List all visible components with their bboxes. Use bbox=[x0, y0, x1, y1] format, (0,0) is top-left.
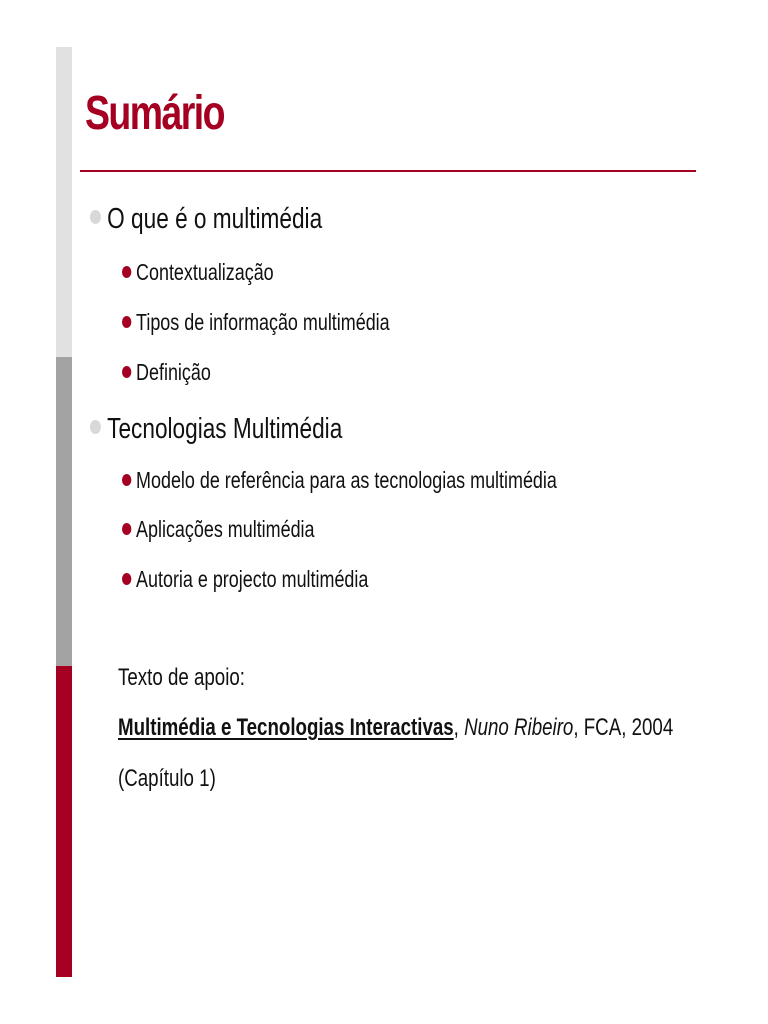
sub-bullet-label: Autoria e projecto multimédia bbox=[136, 566, 369, 592]
circle-bullet-icon bbox=[122, 366, 131, 378]
circle-bullet-icon bbox=[122, 316, 131, 328]
circle-bullet-icon bbox=[122, 474, 131, 486]
reference-heading: Texto de apoio: bbox=[118, 664, 245, 691]
sub-bullet-label: Aplicações multimédia bbox=[136, 516, 315, 542]
circle-bullet-icon bbox=[90, 420, 101, 434]
sub-bullet bbox=[122, 568, 368, 591]
sub-bullet bbox=[122, 518, 315, 541]
sub-bullet-label: Tipos de informação multimédia bbox=[136, 309, 390, 335]
bullet-section-2 bbox=[90, 415, 342, 444]
publisher-year: , FCA, 2004 bbox=[573, 714, 674, 741]
slide-title: Sumário bbox=[85, 87, 224, 140]
circle-bullet-icon bbox=[122, 573, 131, 585]
sidebar-segment-red bbox=[56, 666, 72, 977]
sub-bullet bbox=[122, 469, 557, 492]
citation-separator: , bbox=[453, 714, 465, 741]
sub-bullet bbox=[122, 261, 274, 284]
book-author: Nuno Ribeiro bbox=[464, 714, 574, 741]
bullet-label: O que é o multimédia bbox=[107, 203, 323, 235]
sub-bullet bbox=[122, 311, 390, 334]
sub-bullet-label: Modelo de referência para as tecnologias multimédia bbox=[136, 467, 557, 493]
circle-bullet-icon bbox=[122, 523, 131, 535]
title-divider bbox=[80, 170, 696, 172]
book-title: Multimédia e Tecnologias Interactivas bbox=[118, 714, 454, 741]
circle-bullet-icon bbox=[122, 266, 131, 278]
sub-bullet-label: Contextualização bbox=[136, 259, 274, 285]
reference-chapter: (Capítulo 1) bbox=[118, 765, 216, 792]
circle-bullet-icon bbox=[90, 210, 101, 224]
sidebar-segment-light bbox=[56, 47, 72, 357]
sub-bullet bbox=[122, 361, 211, 384]
bullet-section-1 bbox=[90, 205, 322, 234]
bullet-label: Tecnologias Multimédia bbox=[107, 413, 343, 445]
sidebar-segment-gray bbox=[56, 357, 72, 666]
sub-bullet-label: Definição bbox=[136, 359, 211, 385]
reference-citation bbox=[118, 716, 673, 740]
